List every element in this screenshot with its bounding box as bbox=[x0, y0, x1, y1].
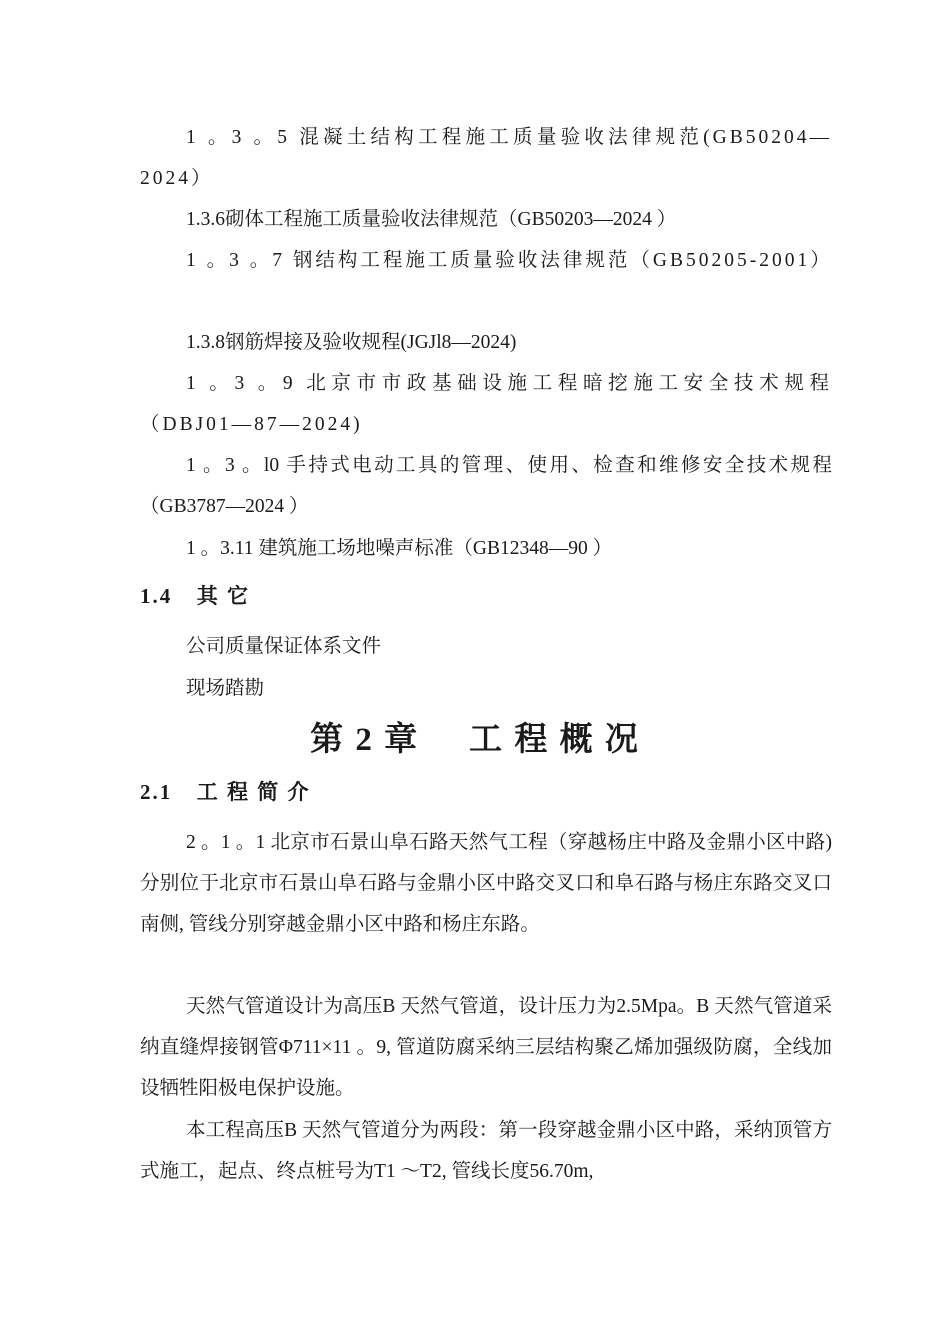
section-heading-2-1 bbox=[140, 776, 311, 806]
standard-item-1-3-7: 1 。3 。7 钢结构工程施工质量验收法律规范（GB50205-2001） bbox=[186, 250, 833, 271]
standard-item-1-3-11: 1 。3.11 建筑施工场地噪声标准（GB12348—90 ） bbox=[186, 538, 613, 559]
chapter-number: 第 2 章 bbox=[310, 722, 420, 758]
reference-item: 现场踏勘 bbox=[186, 678, 265, 699]
body-paragraph: 天然气管道设计为高压B 天然气管道，设计压力为2.5Mpa。B 天然气管道采纳直缝焊接钢管Φ711×11 。9, 管道防腐采纳三层结构聚乙烯加强级防腐，全线加设牺牲阳极电保护设施。 bbox=[140, 996, 832, 1099]
chapter-name: 工 程 概 况 bbox=[469, 722, 640, 758]
standard-item-1-3-6: 1.3.6砌体工程施工质量验收法律规范（GB50203—2024 ） bbox=[186, 209, 677, 230]
body-paragraph: 本工程高压B 天然气管道分为两段：第一段穿越金鼎小区中路，采纳顶管方式施工，起点、终点桩号为T1 ～T2, 管线长度56.70m, bbox=[140, 1120, 832, 1182]
section-title: 工 程 简 介 bbox=[196, 780, 311, 804]
chapter-title bbox=[0, 713, 950, 760]
body-paragraph: 2 。1 。1 北京市石景山阜石路天然气工程（穿越杨庄中路及金鼎小区中路) 分别位于北京市石景山阜石路与金鼎小区中路交叉口和阜石路与杨庄东路交叉口南侧, 管线分别穿越金鼎小区中路和杨庄东路。 bbox=[140, 832, 832, 935]
reference-item: 公司质量保证体系文件 bbox=[186, 636, 382, 657]
standard-item-1-3-8: 1.3.8钢筋焊接及验收规程(JGJl8—2024) bbox=[186, 332, 517, 353]
section-number: 1.4 bbox=[140, 584, 173, 608]
standard-item-1-3-10: 1 。3 。l0 手持式电动工具的管理、使用、检查和维修安全技术规程（GB3787—2024 ） bbox=[140, 455, 832, 517]
standard-item-1-3-9: 1 。3 。9 北京市市政基础设施工程暗挖施工安全技术规程（DBJ01—87—2024) bbox=[140, 373, 832, 435]
section-title: 其 它 bbox=[196, 584, 250, 608]
section-number: 2.1 bbox=[140, 780, 173, 804]
standard-item-1-3-5: 1 。3 。5 混凝土结构工程施工质量验收法律规范(GB50204—2024） bbox=[140, 127, 832, 189]
section-heading-1-4 bbox=[140, 580, 250, 610]
